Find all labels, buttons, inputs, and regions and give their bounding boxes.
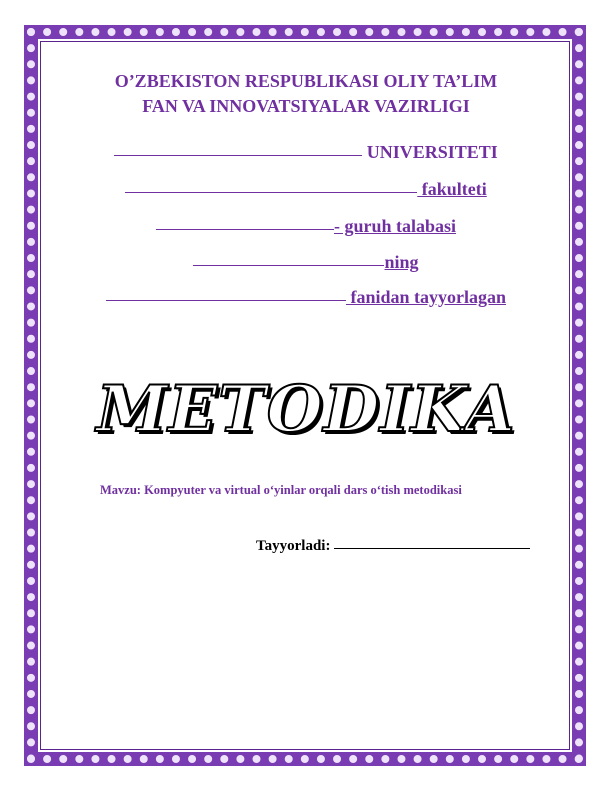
subject-line (0, 286, 612, 308)
faculty-line (0, 178, 612, 200)
university-name-blank (114, 155, 362, 156)
prepared-by-blank (334, 548, 530, 549)
group-number-blank (156, 229, 334, 230)
faculty-name-blank (125, 192, 417, 193)
prepared-by-label: Tayyorladi: (256, 538, 335, 554)
student-name-blank (193, 265, 384, 266)
university-line (0, 141, 612, 163)
university-label: UNIVERSITETI (362, 142, 498, 162)
faculty-label: fakulteti (417, 179, 487, 199)
student-ning-label: ning (384, 252, 419, 272)
group-line (0, 215, 612, 237)
ministry-line-2: FAN VA INNOVATSIYALAR VAZIRLIGI (142, 96, 470, 116)
prepared-by-line (256, 538, 530, 555)
topic-line: Mavzu: Kompyuter va virtual o‘yinlar orqali dars o‘tish metodikasi (100, 483, 462, 497)
document-title: METODIKA (96, 372, 516, 447)
group-label: - guruh talabasi (333, 216, 457, 236)
ministry-line-1: O’ZBEKISTON RESPUBLIKASI OLIY TA’LIM (114, 71, 498, 91)
student-line (0, 251, 612, 273)
subject-name-blank (106, 300, 346, 301)
subject-label: fanidan tayyorlagan (345, 287, 507, 307)
